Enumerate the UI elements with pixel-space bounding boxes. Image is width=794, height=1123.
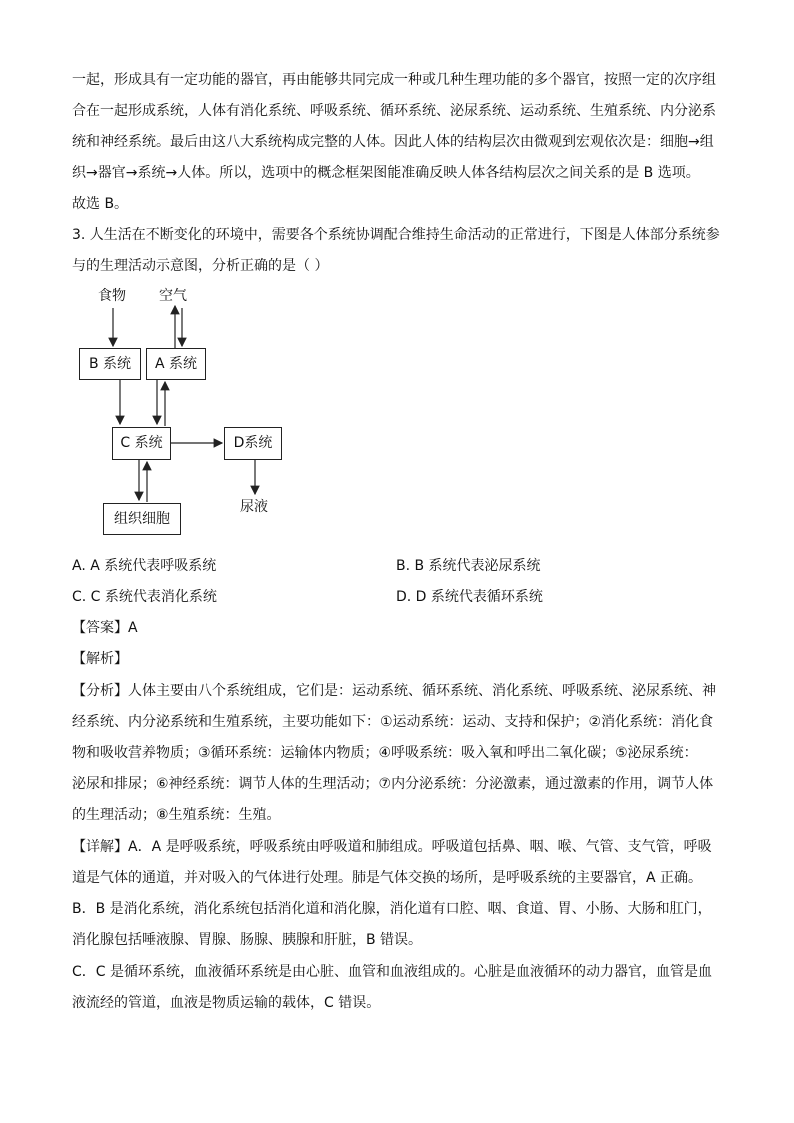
answer-line xyxy=(72,618,138,638)
analysis-line xyxy=(72,681,716,701)
detail-tag: 【详解】 xyxy=(72,839,128,855)
detail-line: 道是气体的通道，并对吸入的气体进行处理。肺是气体交换的场所，是呼吸系统的主要器官，A 正确。 xyxy=(72,870,703,886)
analysis-first: 人体主要由八个系统组成，它们是：运动系统、循环系统、消化系统、呼吸系统、泌尿系统、神 xyxy=(128,683,716,699)
answer-value: A xyxy=(128,620,138,636)
food-label: 食物 xyxy=(98,288,126,304)
air-label: 空气 xyxy=(159,288,187,304)
option-d: D. D 系统代表循环系统 xyxy=(396,589,543,605)
intro-line: 统和神经系统。最后由这八大系统构成完整的人体。因此人体的结构层次由微观到宏观依次是：细胞→组 xyxy=(72,134,714,150)
analysis-tag: 【分析】 xyxy=(72,683,128,699)
intro-line: 一起，形成具有一定功能的器官，再由能够共同完成一种或几种生理功能的多个器官，按照一定的次序组 xyxy=(72,72,716,88)
a-system-box: A 系统 xyxy=(146,348,206,380)
urine-label: 尿液 xyxy=(240,499,268,515)
analysis-line: 泌尿和排尿；⑥神经系统：调节人体的生理活动；⑦内分泌系统：分泌激素，通过激素的作用，调节人体 xyxy=(72,776,714,792)
analysis-line: 物和吸收营养物质；③循环系统：运输体内物质；④呼吸系统：吸入氧和呼出二氧化碳；⑤泌尿系统： xyxy=(72,745,698,761)
diagram-arrows xyxy=(70,280,310,540)
analysis-line: 的生理活动；⑧生殖系统：生殖。 xyxy=(72,807,281,823)
option-a: A. A 系统代表呼吸系统 xyxy=(72,558,217,574)
intro-line: 合在一起形成系统，人体有消化系统、呼吸系统、循环系统、泌尿系统、运动系统、生殖系统、内分泌系 xyxy=(72,103,716,119)
analysis-heading: 【解析】 xyxy=(72,651,128,667)
question-line: 与的生理活动示意图，分析正确的是（ ） xyxy=(72,258,329,274)
question-line: 3. 人生活在不断变化的环境中，需要各个系统协调配合维持生命活动的正常进行，下图是人体部分系统参 xyxy=(72,227,720,243)
intro-line: 故选 B。 xyxy=(72,196,129,212)
d-system-box: D系统 xyxy=(224,427,282,460)
detail-line: 消化腺包括唾液腺、胃腺、肠腺、胰腺和肝脏，B 错误。 xyxy=(72,932,423,948)
answer-tag: 【答案】 xyxy=(72,620,128,636)
system-diagram xyxy=(70,280,310,540)
c-system-box: C 系统 xyxy=(112,427,171,460)
detail-line: 液流经的管道，血液是物质运输的载体，C 错误。 xyxy=(72,995,381,1011)
detail-line: B．B 是消化系统，消化系统包括消化道和消化腺，消化道有口腔、咽、食道、胃、小肠、大肠和肛门， xyxy=(72,901,712,917)
option-c: C. C 系统代表消化系统 xyxy=(72,589,217,605)
tissue-cell-box: 组织细胞 xyxy=(103,503,181,535)
intro-line: 织→器官→系统→人体。所以，选项中的概念框架图能准确反映人体各结构层次之间关系的是 B 选项。 xyxy=(72,165,700,181)
analysis-line: 经系统、内分泌系统和生殖系统，主要功能如下：①运动系统：运动、支持和保护；②消化系统：消化食 xyxy=(72,714,714,730)
b-system-box: B 系统 xyxy=(79,348,141,380)
detail-line: C．C 是循环系统，血液循环系统是由心脏、血管和血液组成的。心脏是血液循环的动力器官，血管是血 xyxy=(72,964,712,980)
detail-line xyxy=(72,837,712,857)
option-b: B. B 系统代表泌尿系统 xyxy=(396,558,541,574)
detail-first: A．A 是呼吸系统，呼吸系统由呼吸道和肺组成。呼吸道包括鼻、咽、喉、气管、支气管，呼吸 xyxy=(128,839,712,855)
